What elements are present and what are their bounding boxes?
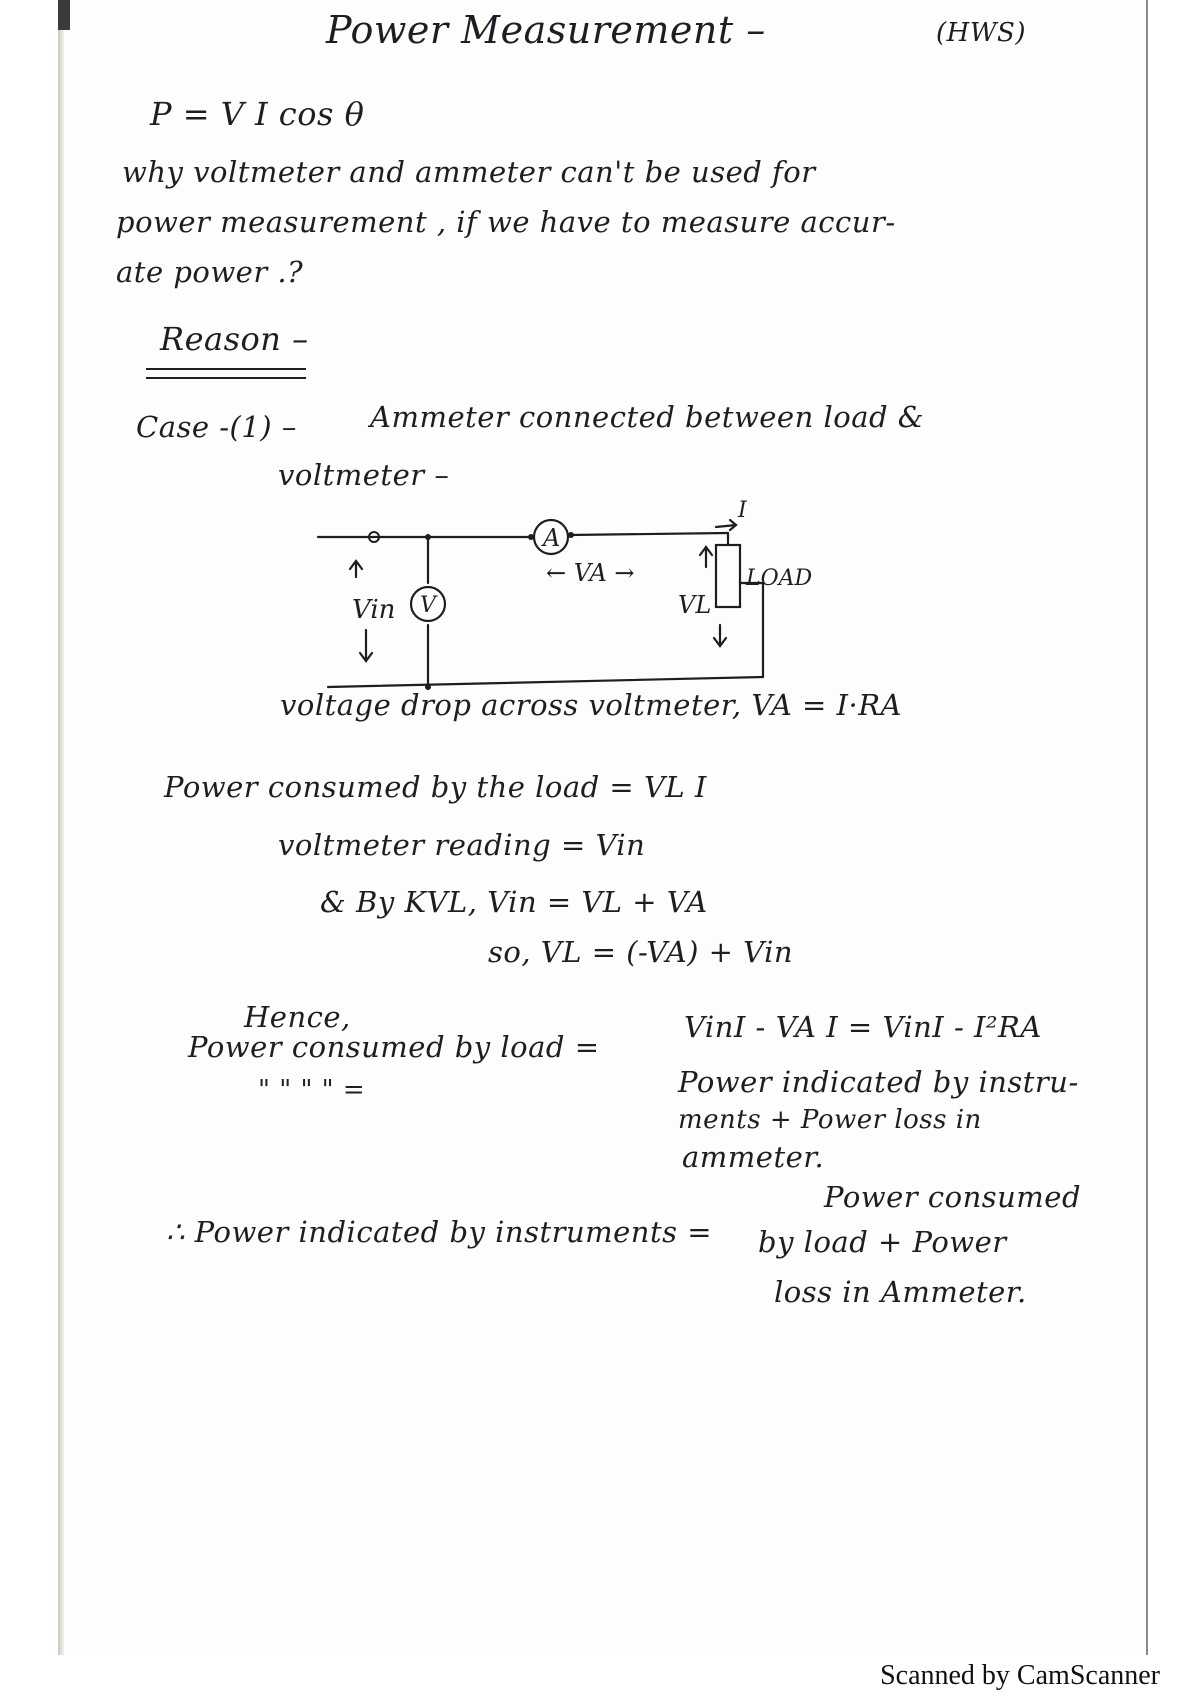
hence-label: Hence, — [244, 1000, 351, 1034]
kvl-equation: & By KVL, Vin = VL + VA — [320, 885, 708, 919]
top-wire-right — [569, 533, 728, 535]
vl-label: VL — [678, 591, 712, 619]
power-formula: P = V I cos θ — [150, 95, 365, 133]
reason-heading: Reason – — [160, 320, 309, 358]
case-description-line-2: voltmeter – — [278, 458, 450, 492]
page-margin-line — [1146, 0, 1148, 1655]
page-corner-shadow — [58, 0, 70, 30]
load-label: LOAD — [746, 566, 813, 591]
voltage-drop-equation: voltage drop across voltmeter, VA = I·RA — [280, 688, 902, 722]
vl-equation: so, VL = (-VA) + Vin — [488, 935, 794, 969]
hence-line-2-left: " " " " = — [258, 1075, 366, 1105]
hence-line-1-right: VinI - VA I = VinI - I²RA — [684, 1010, 1042, 1044]
hence-line-4: ammeter. — [682, 1140, 825, 1174]
load-resistor — [716, 545, 740, 607]
conclusion-right-1: Power consumed — [824, 1180, 1082, 1214]
node-dot-top — [425, 534, 431, 540]
load-power-equation: Power consumed by the load = VL I — [164, 770, 707, 804]
hence-line-2-right: Power indicated by instru- — [678, 1065, 1079, 1099]
reason-underline-1 — [146, 368, 306, 370]
voltmeter-reading-equation: voltmeter reading = Vin — [278, 828, 646, 862]
conclusion-right-3: loss in Ammeter. — [774, 1275, 1027, 1309]
conclusion-right-2: by load + Power — [758, 1225, 1007, 1259]
hence-line-1-left: Power consumed by load = — [188, 1030, 600, 1064]
reason-underline-2 — [146, 377, 306, 379]
bottom-wire — [328, 677, 763, 687]
current-label: I — [738, 498, 747, 523]
author-tag: (HWS) — [936, 18, 1026, 48]
page-title: Power Measurement – — [326, 8, 766, 52]
question-line-1: why voltmeter and ammeter can't be used for — [122, 155, 816, 189]
conclusion-left: ∴ Power indicated by instruments = — [166, 1215, 713, 1249]
notebook-page — [58, 0, 1148, 1655]
question-line-3: ate power .? — [116, 255, 304, 289]
case-label: Case -(1) – — [136, 410, 297, 444]
page-edge-shadow — [58, 0, 64, 1655]
node-dot-ammeter-out — [568, 532, 574, 538]
scanner-watermark: Scanned by CamScanner — [880, 1660, 1160, 1691]
node-dot-ammeter-in — [528, 534, 534, 540]
hence-line-3: ments + Power loss in — [678, 1105, 982, 1135]
question-line-2: power measurement , if we have to measure accur- — [116, 205, 896, 239]
ammeter-label: A — [543, 524, 561, 552]
case-description: Ammeter connected between load & — [370, 400, 925, 434]
ammeter-voltage-label: ← VA → — [546, 559, 635, 587]
circuit-diagram — [308, 485, 868, 710]
voltmeter-label: V — [420, 593, 436, 618]
vin-label: Vin — [352, 595, 396, 625]
